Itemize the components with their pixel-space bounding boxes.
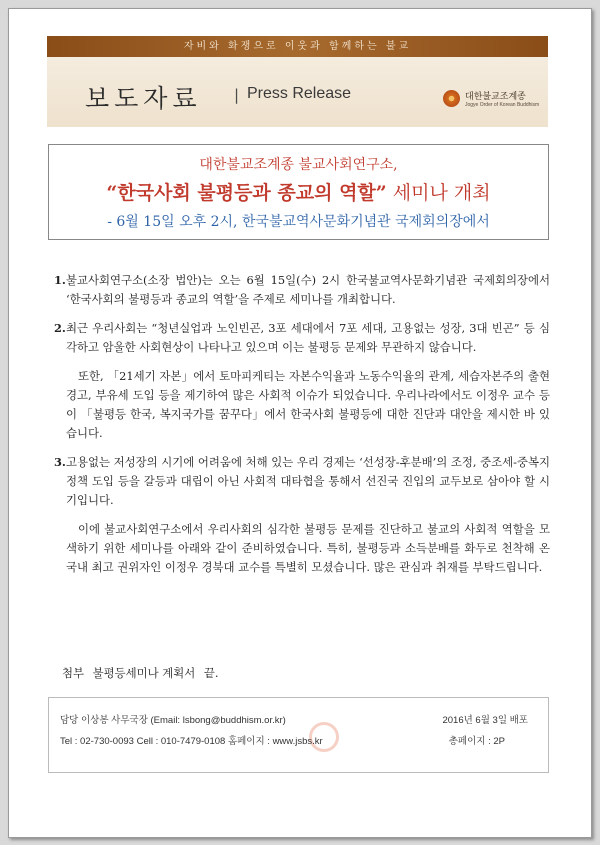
headline-title — [49, 178, 548, 205]
attachment-end: 끝. — [203, 666, 219, 680]
title-separator: | — [234, 86, 240, 104]
logo-label-english: Jogye Order of Korean Buddhism — [465, 102, 540, 108]
list-item — [54, 271, 550, 309]
attachment-label: 첨부 — [62, 666, 85, 680]
list-item — [54, 453, 550, 510]
body-paragraph: 이에 불교사회연구소에서 우리사회의 심각한 불평등 문제를 진단하고 불교의 사회적 역할을 모색하기 위한 세미나를 아래와 같이 준비하였습니다. 특히, 불평등과 소득분배를 화두로 천착해 온 국내 최고 권위자인 이정우 경북대 교수를 특별히 모셨습니다. 많은 관심과 취재를 부탁드립니다. — [66, 522, 550, 574]
attachment-document[interactable]: 불평등세미나 계획서 — [92, 666, 196, 680]
header-banner — [47, 36, 548, 127]
headline-subtitle: - 6월 15일 오후 2시, 한국불교역사문화기념관 국제회의장에서 — [107, 214, 490, 230]
total-pages: 총페이지 : 2P — [448, 736, 505, 747]
page-title-english: Press Release — [247, 85, 352, 102]
contact-person: 담당 이상봉 사무국장 (Email: lsbong@buddhism.or.kr) — [60, 715, 286, 726]
headline-title-suffix: 세미나 개최 — [386, 182, 491, 204]
jogye-order-logo — [443, 88, 543, 118]
headline-organization: 대한불교조계종 불교사회연구소, — [199, 157, 398, 173]
item-number: 1. — [54, 273, 66, 287]
document-page — [8, 8, 592, 838]
contact-phone: Tel : 02-730-0093 Cell : 010-7479-0108 홈페이지 : www.jsbs.kr — [60, 736, 323, 747]
item-text: 불교사회연구소(소장 법안)는 오는 6월 15일(수) 2시 한국불교역사문화기념관 국제회의장에서 ‘한국사회의 불평등과 종교의 역할’을 주제로 세미나를 개최합니다. — [66, 273, 550, 306]
release-date: 2016년 6월 3일 배포 — [442, 715, 528, 726]
list-item — [54, 319, 550, 357]
page-title: 보도자료 — [85, 84, 202, 113]
dharma-wheel-icon — [443, 90, 460, 107]
attachment-line — [62, 665, 224, 681]
contact-footer — [48, 697, 549, 773]
item-number: 3. — [54, 455, 66, 469]
item-text: 고용없는 저성장의 시기에 어려움에 처해 있는 우리 경제는 ‘선성장-후분배’의 조정, 중조세-중복지 정책 도입 등을 갈등과 대립이 아닌 사회적 대타협을 통해서 선진국 진입의 교두보로 삼아야 할 시기입니다. — [66, 455, 550, 507]
headline-title-topic: “한국사회 불평등과 종교의 역할” — [106, 182, 387, 204]
release-body — [54, 271, 550, 587]
logo-label: 대한불교조계종 — [465, 92, 526, 102]
slogan-bar: 자비와 화쟁으로 이웃과 함께하는 불교 — [47, 36, 548, 57]
item-text: 최근 우리사회는 “청년실업과 노인빈곤, 3포 세대에서 7포 세대, 고용없는 성장, 3대 빈곤” 등 심각하고 암울한 사회현상이 나타나고 있으며 이는 불평등 문제와 무관하지 않습니다. — [66, 321, 550, 354]
body-paragraph: 또한, 「21세기 자본」에서 토마피케티는 자본수익율과 노동수익율의 관계, 세습자본주의 출현 경고, 부유세 도입 등을 제기하여 많은 사회적 이슈가 되었습니다. 우리나라에서도 이정우 교수 등이 「불평등 한국, 복지국가를 꿈꾸다」에서 한국사회 불평등에 대한 진단과 대안을 제시한 바 있습니다. — [66, 369, 550, 440]
item-number: 2. — [54, 321, 66, 335]
headline-box — [48, 144, 549, 240]
